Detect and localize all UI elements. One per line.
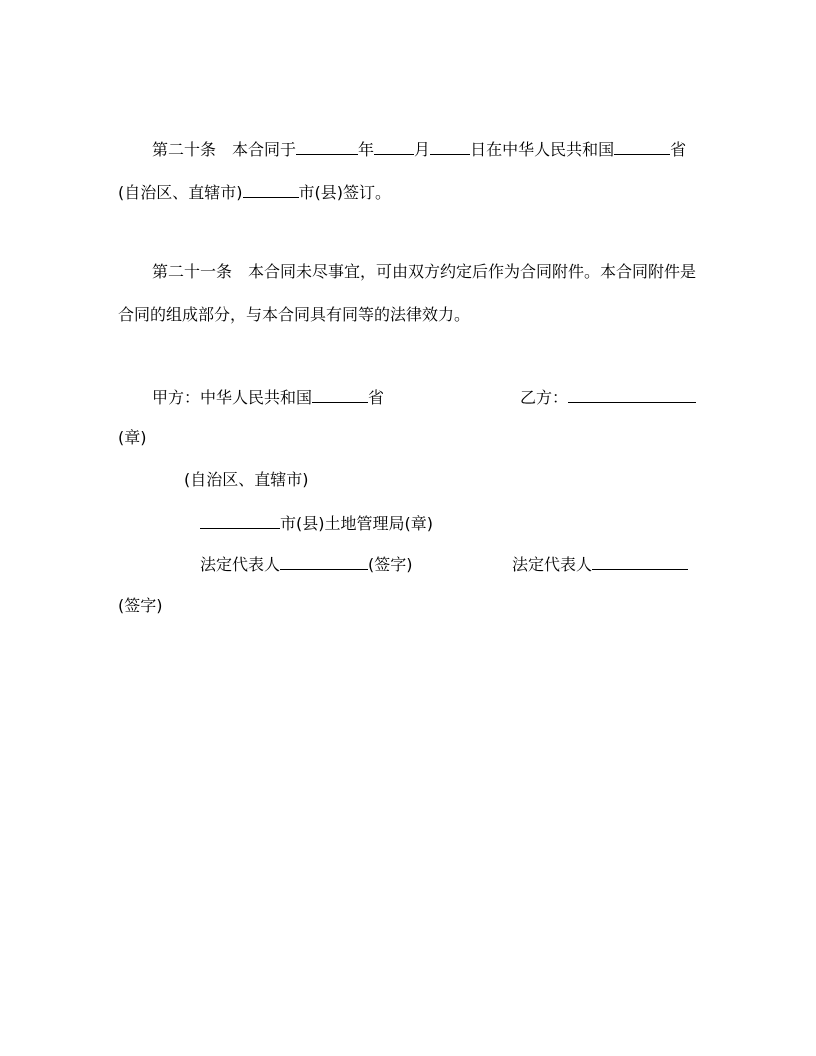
region-label: (自治区、直辖市) xyxy=(118,183,243,202)
legal-rep-a-blank xyxy=(280,553,368,570)
sign-a-label: (签字) xyxy=(368,555,413,574)
article-20-text: 本合同于 xyxy=(232,140,297,159)
article-20-label: 第二十条 xyxy=(152,140,217,159)
party-b-seal-line xyxy=(118,428,147,448)
legal-rep-a-line xyxy=(200,553,413,573)
party-a-province-label: 省 xyxy=(368,388,385,407)
party-b-label: 乙方： xyxy=(520,388,569,407)
legal-rep-b-blank xyxy=(592,553,688,570)
land-bureau-label: 市(县)土地管理局(章) xyxy=(280,514,433,533)
day-country-label: 日在中华人民共和国 xyxy=(470,140,615,159)
land-bureau-blank xyxy=(200,512,280,529)
party-b-blank xyxy=(568,386,696,403)
article-20-line-2 xyxy=(118,181,391,201)
article-21-label: 第二十一条 xyxy=(152,262,233,281)
legal-rep-b-line xyxy=(512,553,688,573)
month-label: 月 xyxy=(414,140,431,159)
day-blank xyxy=(430,138,470,155)
month-blank xyxy=(374,138,414,155)
article-21-line-2 xyxy=(118,305,470,325)
year-blank xyxy=(296,138,358,155)
city-blank xyxy=(243,181,299,198)
party-a-province-blank xyxy=(312,386,368,403)
sign-b-label: (签字) xyxy=(118,596,163,615)
city-signed-label: 市(县)签订。 xyxy=(298,183,391,202)
article-20-line-1 xyxy=(152,138,686,158)
sign-b-line xyxy=(118,596,163,616)
year-label: 年 xyxy=(358,140,375,159)
party-b-line xyxy=(520,386,696,406)
article-21-text-1: 本合同未尽事宜，可由双方约定后作为合同附件。本合同附件是 xyxy=(248,262,697,281)
article-21-line-1 xyxy=(152,262,696,282)
province-label: 省 xyxy=(670,140,687,159)
article-21-text-2: 合同的组成部分，与本合同具有同等的法律效力。 xyxy=(118,305,471,324)
party-a-line xyxy=(152,386,384,406)
province-blank xyxy=(614,138,670,155)
party-b-seal: (章) xyxy=(118,428,147,447)
land-bureau-line xyxy=(200,512,433,532)
party-a-region-line xyxy=(184,470,309,490)
party-a-region: (自治区、直辖市) xyxy=(184,470,309,489)
party-a-label: 甲方：中华人民共和国 xyxy=(152,388,313,407)
legal-rep-b-label: 法定代表人 xyxy=(512,555,593,574)
legal-rep-a-label: 法定代表人 xyxy=(200,555,281,574)
